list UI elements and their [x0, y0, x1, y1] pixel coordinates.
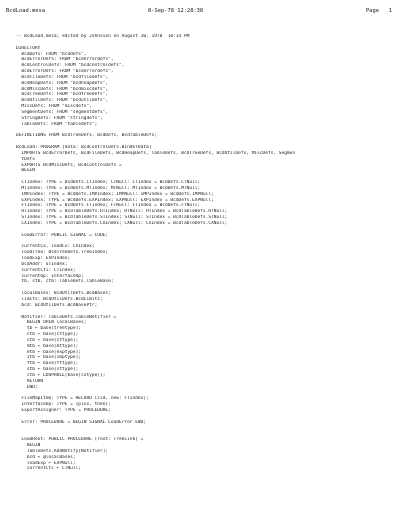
code-line: tb, stb, ctb: TableDefs.TableBase; — [16, 279, 114, 285]
code-line: LoadRoot: PUBLIC PROCEDURE [root: TreeLink] = — [16, 437, 144, 443]
code-line: limits: BcdUtilDefs.BcdLimits; — [16, 296, 103, 302]
code-line: EXPORTS BcdMiscDefs, BcdControlDefs = — [16, 162, 122, 168]
code-line: TableDefs.AddNotify[Notifier]; — [16, 448, 109, 454]
code-line: ExportAssigner: TYPE = PROCEDURE; — [16, 408, 111, 413]
code-line: BEGIN — [16, 168, 35, 174]
code-line: TableDefs: FROM "tabledefs"; — [16, 121, 98, 127]
code-line: ctb ← LOOPHOLE[base[cxtype]]; — [16, 372, 106, 378]
code-line: CTIndex: TYPE = BcdDefs.CTIndex; CTNull: CTIndex = BcdDefs.CTNull; — [16, 180, 201, 186]
code-line: BcdDefs: FROM "bcddefs", — [16, 51, 87, 57]
code-line: BcdErrorDefs: FROM "bcderrordefs", — [16, 69, 114, 75]
code-line: END; — [16, 384, 38, 390]
code-line: itb ← base[imptype]; — [16, 355, 82, 361]
code-line: DIRECTORY — [16, 45, 41, 51]
header-page-number: 1 — [388, 8, 392, 14]
code-line: LoadError: PUBLIC SIGNAL = CODE; — [16, 232, 109, 238]
code-line: BcdLoad: PROGRAM [data: BcdControlDefs.BinderData] — [16, 145, 152, 151]
code-line: Error: PROCEDURE = BEGIN SIGNAL LoadError END; — [16, 419, 147, 425]
code-line: currentCti ← CTNull; — [16, 466, 82, 472]
code-line: ftb ← base[fttype]; — [16, 361, 79, 367]
code-line: loadExp ← EXPNull; — [16, 460, 76, 466]
code-listing — [16, 34, 394, 472]
code-line: BcdTreeDefs: FROM "bcdtreedefs", — [16, 92, 109, 98]
code-line: EXPIndex: TYPE = BcdDefs.EXPIndex; EXPNull: EXPIndex = BcdDefs.EXPNull; — [16, 197, 214, 203]
code-line: BcdFileDefs: FROM "bcdfiledefs", — [16, 74, 109, 80]
code-line: SegmentDefs: FROM "segmentdefs", — [16, 109, 109, 115]
code-line: MTIndex: TYPE = BcdDefs.MTIndex; MTNull: MTIndex = BcdDefs.MTNull; — [16, 185, 201, 191]
code-line: currentCx, loadCx: CXIndex; — [16, 244, 95, 250]
code-line: RETURN — [16, 378, 44, 384]
code-line: FileMapItem: TYPE = RECORD [cid, new: FTIndex]; — [16, 396, 149, 402]
code-line: bcd ← @localBases; — [16, 454, 76, 460]
code-line: currentCti: CTIndex; — [16, 267, 76, 273]
code-line: stb ← base[sttype]; — [16, 367, 79, 373]
header-page-label: Page — [366, 8, 379, 14]
code-line: FTIndex: TYPE = BcdDefs.FTIndex; FTNull: FTIndex = BcdDefs.FTNull; — [16, 203, 201, 209]
code-line: ctb ← base[cttype]; — [16, 332, 79, 338]
code-line: STIndex: TYPE = BcdTableDefs.STIndex; STNull: STIndex = BcdTableDefs.STNull; — [16, 215, 228, 221]
code-line: MiscDefs: FROM "miscdefs", — [16, 104, 92, 110]
code-line: tDefs — [16, 156, 35, 162]
code-line: bcd: BcdUtilDefs.BcdBasePtr; — [16, 302, 98, 308]
code-line: ctb ← base[cttype]; — [16, 337, 79, 343]
header-page — [366, 6, 392, 16]
code-line: -- BcdLoad.mesa; edited by Johnsson on August 30, 1978 10:14 PM — [16, 34, 190, 39]
code-line: mtb ← base[mttype]; — [16, 343, 79, 349]
code-line: Notifier: TableDefs.TableNotifier = — [16, 314, 117, 320]
code-line: BcdMiscDefs: FROM "bcdmiscdefs", — [16, 86, 109, 92]
code-line: IMPORTS BcdErrorDefs, BcdFileDefs, BcdHeapDefs, TableDefs, BcdTreeDefs, BcdUtilDefs, MiscDefs, Segmen — [16, 150, 296, 156]
code-line: InterfaceOp: TYPE = {plus, then}; — [16, 402, 111, 408]
code-line: etb ← base[exptype]; — [16, 349, 82, 355]
code-line: BcdHeapDefs: FROM "bcdheapdefs", — [16, 80, 109, 86]
code-line: BcdControlDefs: FROM "bcdcontroldefs", — [16, 63, 125, 69]
code-line: DEFINITIONS FROM BcdTreeDefs, BcdDefs, BcdTableDefs; — [16, 133, 157, 139]
code-line: BEGIN — [16, 443, 41, 449]
code-line: BcdUtilDefs: FROM "bcdutildefs", — [16, 98, 109, 104]
code-line: IMPIndex: TYPE = BcdDefs.IMPIndex; IMPNull: IMPIndex = BcdDefs.IMPNull; — [16, 191, 214, 197]
code-line: BcdErrorDefs: FROM "bcderrordefs", — [16, 57, 114, 63]
code-line: localBases: BcdUtilDefs.BcdBases; — [16, 291, 111, 297]
code-line: bcdAddr: STIndex; — [16, 261, 68, 267]
code-line: CXIndex: TYPE = BcdTableDefs.CXIndex; CXNull: CXIndex = BcdTableDefs.CXNull; — [16, 221, 228, 226]
code-line: tb ← base[treetype]; — [16, 326, 82, 332]
code-line: HTIndex: TYPE = BcdTableDefs.HTIndex; HTNull: HTIndex = BcdTableDefs.HTNull; — [16, 209, 228, 215]
code-line: StringDefs: FROM "stringdefs", — [16, 115, 103, 121]
header-filename: BcdLoad.mesa — [6, 8, 45, 14]
code-line: loadExp: EXPIndex; — [16, 256, 71, 262]
code-line: loadTree: BcdTreeDefs.TreeIndex; — [16, 250, 109, 256]
code-line: currentOp: InterfaceOp; — [16, 273, 84, 279]
header-datetime: 8-Sep-78 12:28:38 — [148, 8, 204, 14]
page-header — [6, 6, 392, 16]
code-line: BEGIN OPEN localBases; — [16, 320, 87, 326]
